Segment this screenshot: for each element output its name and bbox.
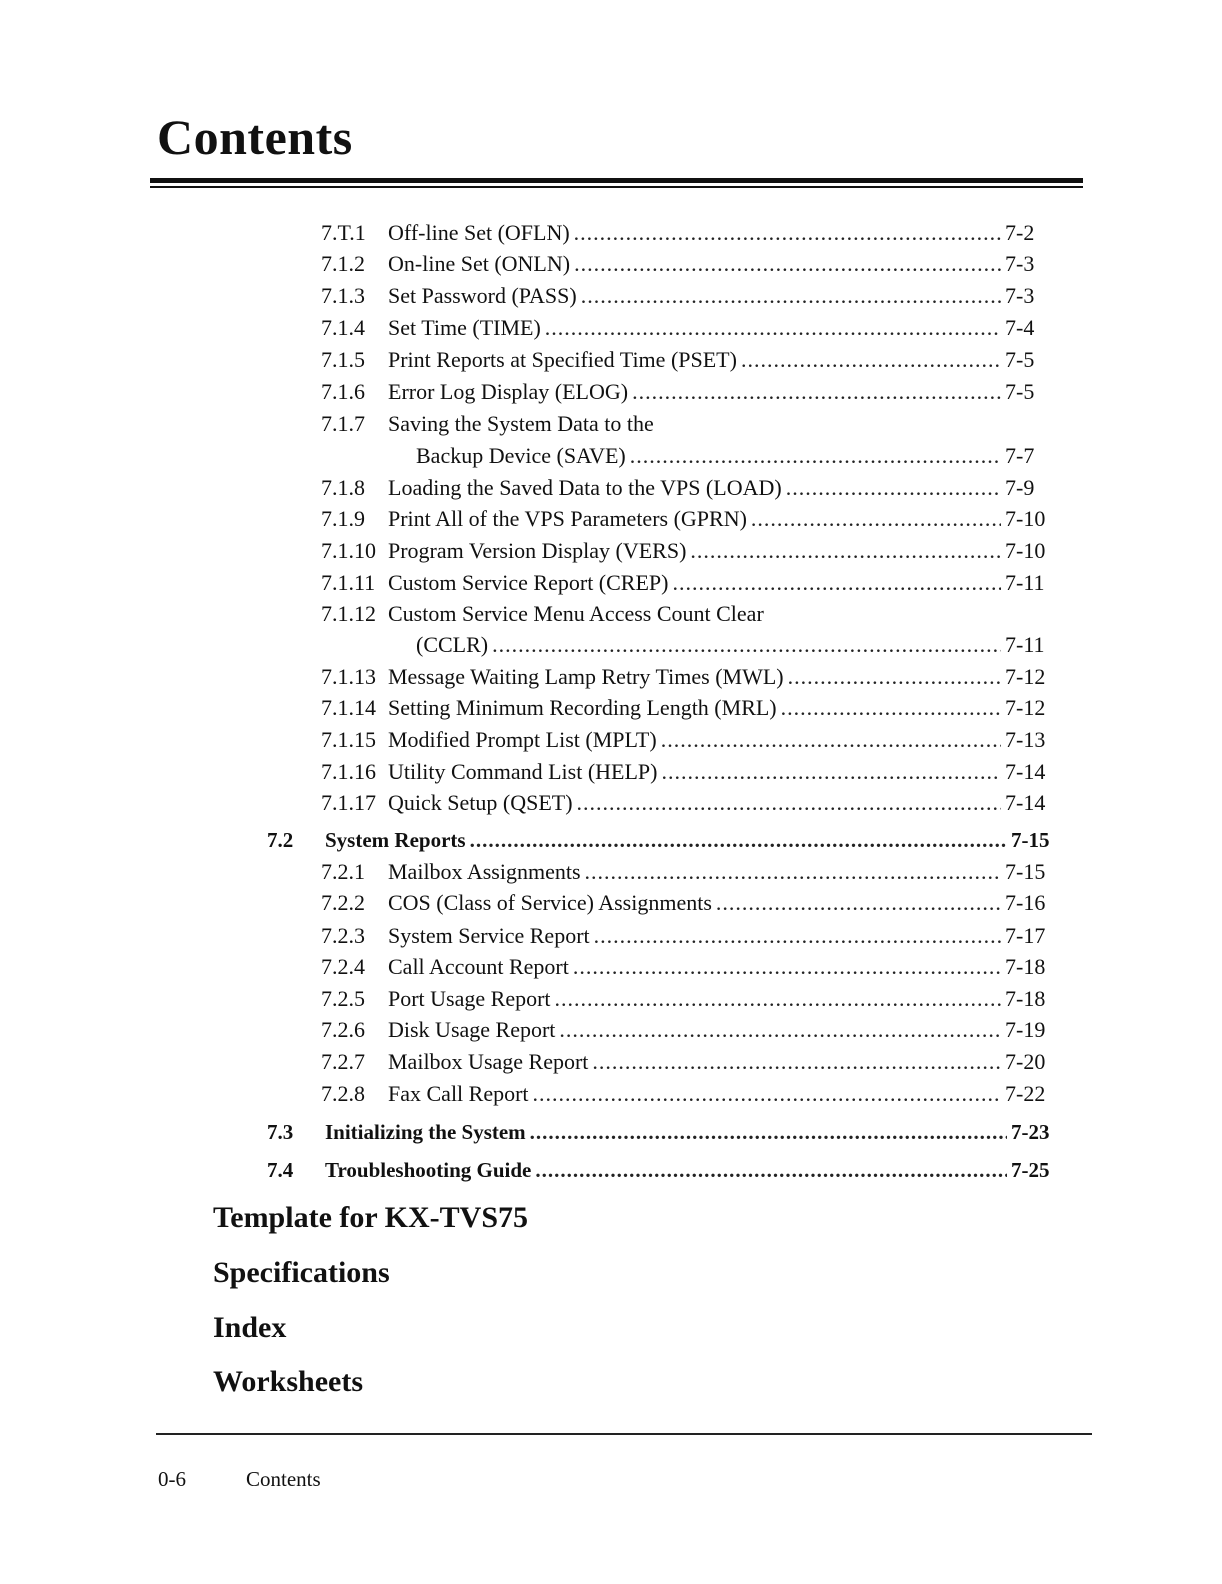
toc-entry-page: 7-12 [1005,695,1046,720]
toc-entry[interactable] [321,953,1051,981]
toc-entry-number: 7.2.6 [321,1017,365,1042]
toc-entry-label: Set Password (PASS) [388,283,577,308]
toc-entry[interactable] [321,1080,1051,1108]
toc-entry[interactable] [321,889,1051,917]
toc-entry-label: Quick Setup (QSET) [388,790,573,815]
toc-entry-page: 7-18 [1005,954,1046,979]
leader-dots [559,1016,1001,1044]
leader-dots [741,346,1001,374]
toc-entry[interactable] [321,726,1051,754]
toc-entry-number: 7.1.11 [321,570,376,595]
toc-entry-label: Print Reports at Specified Time (PSET) [388,347,737,372]
toc-entry-number: 7.1.13 [321,664,376,689]
toc-entry[interactable] [321,505,1051,533]
toc-entry-number: 7.2.5 [321,986,365,1011]
toc-entry-number: 7.1.6 [321,379,365,404]
toc-entry-label: Utility Command List (HELP) [388,759,658,784]
leader-dots [632,378,1001,406]
toc-entry-number: 7.1.8 [321,475,365,500]
toc-entry-page: 7-5 [1005,347,1035,372]
leader-dots [470,826,1007,854]
chapter-heading[interactable]: Index [213,1311,287,1344]
leader-dots [545,314,1001,342]
toc-entry-page: 7-18 [1005,986,1046,1011]
toc-entry-label: Call Account Report [388,954,569,979]
toc-section-label: Initializing the System [325,1120,526,1144]
toc-entry-page: 7-4 [1005,315,1035,340]
toc-entry[interactable] [321,378,1051,406]
leader-dots [492,631,1001,659]
toc-entry[interactable] [321,1016,1051,1044]
toc-entry-page: 7-9 [1005,475,1035,500]
leader-dots [788,663,1001,691]
toc-entry-number: 7.2.4 [321,954,365,979]
toc-entry-label: Error Log Display (ELOG) [388,379,629,404]
toc-section-number: 7.4 [267,1158,294,1182]
toc-entry-label: Mailbox Usage Report [388,1049,589,1074]
toc-entry-label: COS (Class of Service) Assignments [388,890,712,915]
toc-entry-page: 7-13 [1005,727,1046,752]
toc-entry-number: 7.1.16 [321,759,376,784]
toc-entry-page: 7-14 [1005,790,1046,815]
toc-entry-label: Set Time (TIME) [388,315,541,340]
toc-section-number: 7.2 [267,828,294,852]
toc-entry[interactable] [321,474,1051,502]
toc-entry-page: 7-5 [1005,379,1035,404]
toc-entry-label: Fax Call Report [388,1081,529,1106]
toc-entry-label: Off-line Set (OFLN) [388,220,570,245]
toc-entry-number: 7.1.15 [321,727,376,752]
toc-entry-page: 7-16 [1005,890,1046,915]
toc-entry[interactable] [321,537,1051,565]
leader-dots [573,953,1001,981]
toc-entry-page: 7-22 [1005,1081,1046,1106]
toc-entry-label: Print All of the VPS Parameters (GPRN) [388,506,747,531]
toc-section-label: System Reports [325,828,466,852]
leader-dots [630,442,1001,470]
toc-entry-number: 7.1.10 [321,538,376,563]
leader-dots [530,1118,1007,1146]
toc-entry-number: 7.1.14 [321,695,376,720]
toc-entry[interactable] [321,410,1051,438]
leader-dots [751,505,1001,533]
footer-label: Contents [246,1467,321,1491]
toc-entry-page: 7-20 [1005,1049,1046,1074]
toc-entry-number: 7.1.2 [321,251,365,276]
leader-dots [585,858,1001,886]
toc-entry[interactable] [321,663,1051,691]
toc-entry[interactable] [321,694,1051,722]
leader-dots [716,889,1001,917]
toc-entry-page: 7-3 [1005,251,1035,276]
toc-entry-number: 7.1.17 [321,790,376,815]
toc-entry-label: Custom Service Menu Access Count Clear [388,601,764,626]
toc-entry-continuation[interactable] [416,631,1051,659]
toc-entry-number: 7.T.1 [321,220,366,245]
leader-dots [574,250,1001,278]
leader-dots [574,219,1001,247]
toc-entry-number: 7.1.4 [321,315,365,340]
leader-dots [535,1156,1007,1184]
toc-entry-label: Backup Device (SAVE) [416,443,626,468]
toc-section[interactable] [267,1156,1057,1184]
toc-entry-label: On-line Set (ONLN) [388,251,571,276]
toc-entry[interactable] [321,758,1051,786]
leader-dots [661,726,1001,754]
toc-entry[interactable] [321,250,1051,278]
toc-entry-page: 7-10 [1005,506,1046,531]
leader-dots [786,474,1001,502]
toc-entry[interactable] [321,922,1051,950]
toc-entry-page: 7-19 [1005,1017,1046,1042]
toc-entry-number: 7.2.8 [321,1081,365,1106]
leader-dots [555,985,1001,1013]
leader-dots [662,758,1002,786]
toc-entry-number: 7.2.3 [321,923,365,948]
toc-entry[interactable] [321,346,1051,374]
toc-entry[interactable] [321,1048,1051,1076]
toc-entry[interactable] [321,858,1051,886]
toc-entry-page: 7-10 [1005,538,1046,563]
toc-entry-label: Saving the System Data to the [388,411,654,436]
toc-entry-number: 7.1.7 [321,411,365,436]
toc-entry-page: 7-11 [1005,570,1045,595]
leader-dots [577,789,1001,817]
toc-entry-label: Port Usage Report [388,986,551,1011]
toc-entry-label: Program Version Display (VERS) [388,538,687,563]
toc-entry-page: 7-17 [1005,923,1046,948]
footer-rule [156,1433,1092,1435]
page-title: Contents [157,109,353,165]
toc-entry-label: Setting Minimum Recording Length (MRL) [388,695,777,720]
footer-page-number: 0-6 [158,1467,186,1491]
toc-entry[interactable] [321,219,1051,247]
leader-dots [690,537,1001,565]
toc-section-page: 7-15 [1011,828,1050,852]
toc-entry-label: Mailbox Assignments [388,859,581,884]
toc-entry-continuation[interactable] [416,442,1051,470]
toc-entry-label: Loading the Saved Data to the VPS (LOAD) [388,475,782,500]
toc-entry-number: 7.1.5 [321,347,365,372]
toc-entry-number: 7.2.1 [321,859,365,884]
toc-entry[interactable] [321,569,1051,597]
toc-entry-label: System Service Report [388,923,590,948]
toc-entry-label: Modified Prompt List (MPLT) [388,727,657,752]
leader-dots [533,1080,1001,1108]
toc-entry[interactable] [321,282,1051,310]
toc-entry[interactable] [321,985,1051,1013]
toc-entry-label: Custom Service Report (CREP) [388,570,669,595]
toc-entry[interactable] [321,600,1051,628]
toc-section[interactable] [267,1118,1057,1146]
chapter-heading[interactable]: Template for KX-TVS75 [213,1201,528,1234]
toc-section-page: 7-23 [1011,1120,1050,1144]
leader-dots [594,922,1001,950]
toc-entry-page: 7-11 [1005,632,1045,657]
toc-entry-number: 7.2.7 [321,1049,365,1074]
leader-dots [672,569,1001,597]
toc-entry-page: 7-15 [1005,859,1046,884]
toc-entry-page: 7-14 [1005,759,1046,784]
toc-entry-page: 7-7 [1005,443,1035,468]
toc-entry-number: 7.1.3 [321,283,365,308]
toc-entry-page: 7-3 [1005,283,1035,308]
toc-section-label: Troubleshooting Guide [325,1158,532,1182]
toc-entry[interactable] [321,314,1051,342]
chapter-heading[interactable]: Worksheets [213,1365,363,1398]
chapter-heading[interactable]: Specifications [213,1256,390,1289]
toc-entry-number: 7.1.12 [321,601,376,626]
toc-entry-page: 7-2 [1005,220,1035,245]
toc-entry-page: 7-12 [1005,664,1046,689]
toc-entry-number: 7.1.9 [321,506,365,531]
leader-dots [781,694,1001,722]
toc-entry-label: Disk Usage Report [388,1017,556,1042]
toc-section-number: 7.3 [267,1120,294,1144]
toc-entry-number: 7.2.2 [321,890,365,915]
toc-section[interactable] [267,826,1057,854]
leader-dots [581,282,1001,310]
leader-dots [592,1048,1001,1076]
toc-entry-label: Message Waiting Lamp Retry Times (MWL) [388,664,784,689]
toc-section-page: 7-25 [1011,1158,1050,1182]
toc-entry[interactable] [321,789,1051,817]
toc-entry-label: (CCLR) [416,632,489,657]
